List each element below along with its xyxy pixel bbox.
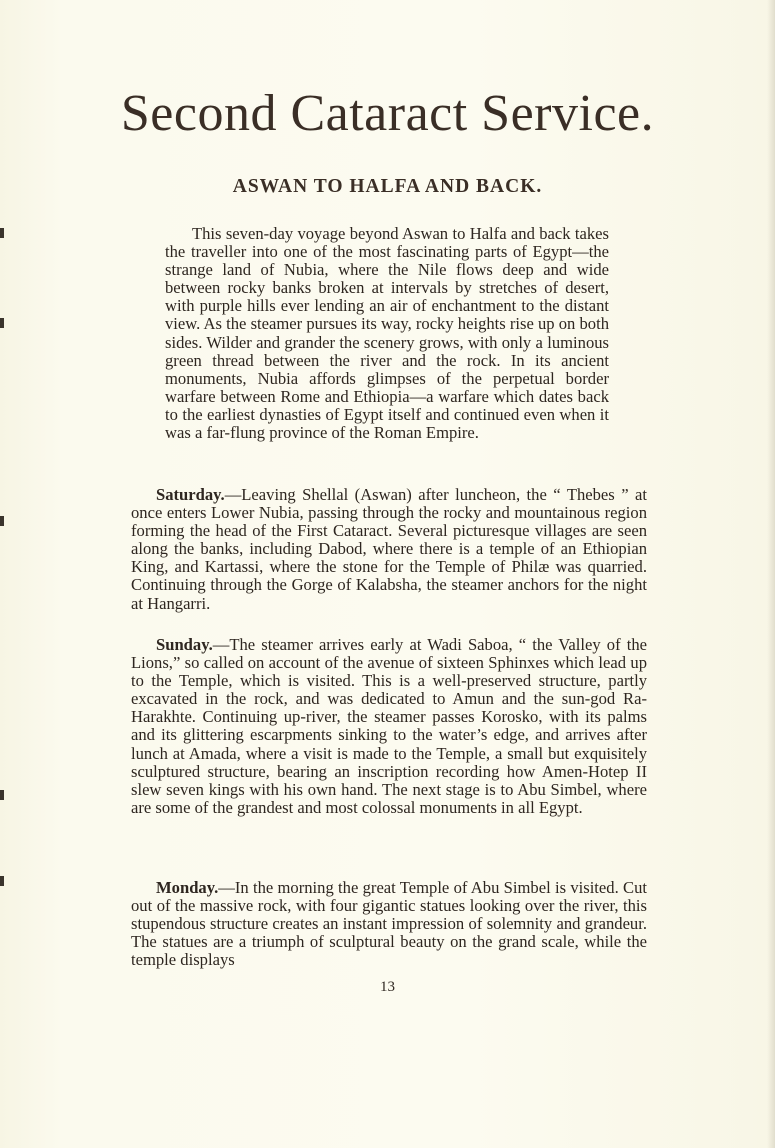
margin-mark: [0, 876, 4, 886]
day-heading: Monday.: [156, 878, 219, 897]
section-subtitle: ASWAN TO HALFA AND BACK.: [232, 176, 543, 197]
margin-mark: [0, 228, 4, 238]
page-title: Second Cataract Service.: [120, 85, 655, 142]
page-edge-shadow: [767, 0, 775, 1148]
day-heading: Saturday.: [156, 485, 225, 504]
margin-mark: [0, 318, 4, 328]
day-text: —The steamer arrives early at Wadi Saboa, “ the Valley of the Lions,” so called on account of the avenue of sixteen Sphinxes which lead up to the Temple, which is visited. This is a well-preserved structure, partly excavated in the rock, and was dedicated to Amun and the sun-god Ra-Harakhte. Continuing up-river, the steamer passes Korosko, with its palms and its glittering escarpments sinking to the water’s edge, and arrives after lunch at Amada, where a visit is made to the Temple, a small but exquisitely sculptured structure, bearing an inscription recording how Amen-Hotep II slew seven kings with his own hand. The next stage is to Abu Simbel, where are some of the grandest and most colossal monuments in all Egypt.: [131, 635, 647, 817]
sunday-paragraph: [131, 636, 647, 817]
intro-paragraph: This seven-day voyage beyond Aswan to Halfa and back takes the traveller into one of the most fascinating parts of Egypt—the strange land of Nubia, where the Nile flows deep and wide between rocky banks broken at intervals by stretches of desert, with purple hills ever lending an air of enchantment to the distant view. As the steamer pursues its way, rocky heights rise up on both sides. Wilder and grander the scenery grows, with only a luminous green thread between the river and the rock. In its ancient monuments, Nubia affords glimpses of the perpetual border warfare between Rome and Ethiopia—a warfare which dates back to the earliest dynasties of Egypt itself and continued even when it was a far-flung province of the Roman Empire.: [165, 224, 609, 443]
margin-mark: [0, 790, 4, 800]
monday-paragraph: [131, 879, 647, 969]
margin-mark: [0, 516, 4, 526]
day-text: —In the morning the great Temple of Abu Simbel is visited. Cut out of the massive rock, with four gigantic statues looking over the river, this stupendous structure creates an instant impression of solemnity and grandeur. The statues are a triumph of sculptural beauty on the grand scale, while the temple displays: [131, 878, 647, 970]
day-heading: Sunday.: [156, 635, 213, 654]
saturday-paragraph: [131, 486, 647, 613]
page-number: 13: [380, 979, 395, 995]
day-text: —Leaving Shellal (Aswan) after luncheon, the “ Thebes ” at once enters Lower Nubia, passing through the rocky and mountainous region forming the head of the First Cataract. Several picturesque villages are seen along the banks, including Dabod, where there is a temple of an Ethiopian King, and Kartassi, where the stone for the Temple of Philæ was quarried. Continuing through the Gorge of Kalabsha, the steamer anchors for the night at Hangarri.: [131, 485, 647, 613]
